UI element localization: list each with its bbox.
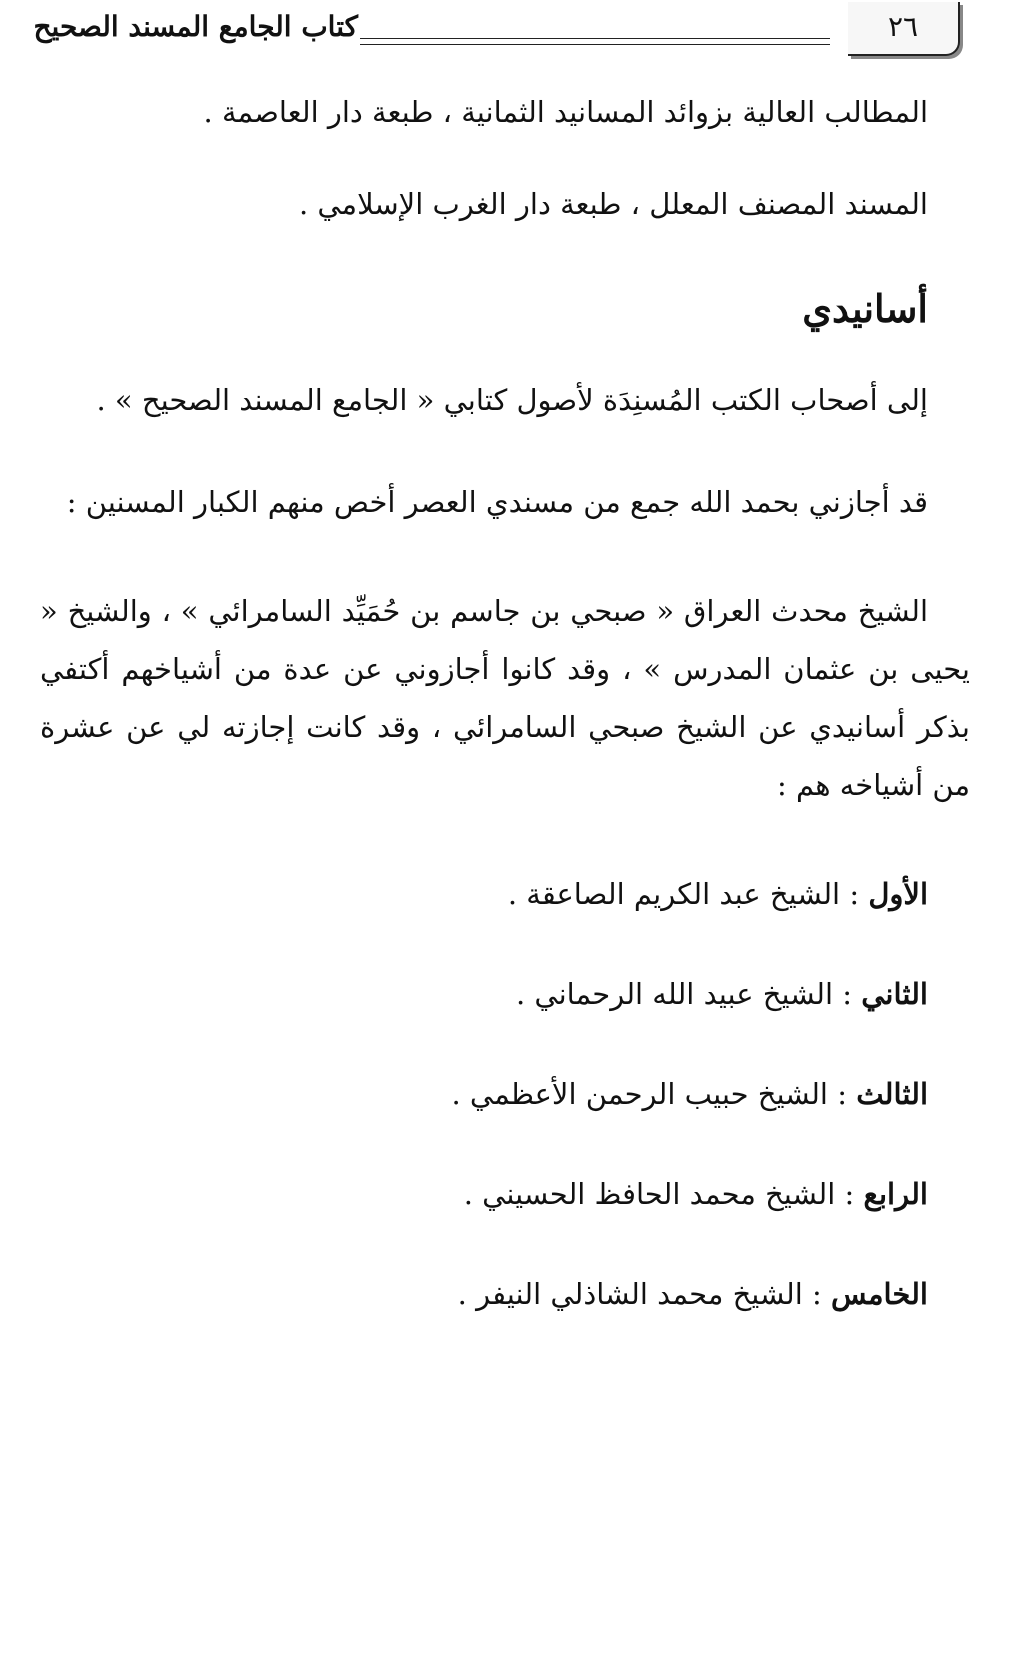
teacher-ordinal: الخامس: [831, 1277, 928, 1311]
header-rule: [360, 38, 830, 39]
teacher-entry: [40, 872, 970, 916]
teacher-ordinal: الثالث: [856, 1077, 928, 1111]
reference-line: المسند المصنف المعلل ، طبعة دار الغرب الإسلامي .: [298, 187, 928, 221]
section-heading: أسانيدي: [802, 286, 928, 331]
permission-statement: قد أجازني بحمد الله جمع من مسندي العصر أخص منهم الكبار المسنين :: [66, 485, 928, 519]
teacher-entry: [40, 972, 970, 1016]
reference-line: المطالب العالية بزوائد المسانيد الثمانية ، طبعة دار العاصمة .: [203, 95, 928, 129]
teacher-entry: [40, 1172, 970, 1216]
teacher-ordinal: الثاني: [861, 977, 928, 1011]
page-number: ٢٦: [848, 2, 960, 56]
chains-paragraph: الشيخ محدث العراق « صبحي بن جاسم بن حُمَيِّد السامرائي » ، والشيخ « يحيى بن عثمان المدرس » ، وقد كانوا أجازوني عن عدة من أشياخهم أكتفي بذكر أسانيدي عن الشيخ صبحي السامرائي ، وقد كانت إجازته لي عن عشرة من أشياخه هم :: [40, 594, 970, 802]
teacher-name: : الشيخ محمد الشاذلي النيفر .: [457, 1277, 832, 1311]
page-header: [0, 0, 1010, 70]
header-rule-secondary: [360, 44, 830, 45]
teacher-name: : الشيخ حبيب الرحمن الأعظمي .: [451, 1077, 857, 1111]
teacher-ordinal: الأول: [868, 877, 928, 911]
teacher-name: : الشيخ محمد الحافظ الحسيني .: [463, 1177, 864, 1211]
section-intro: إلى أصحاب الكتب المُسنِدَة لأصول كتابي « الجامع المسند الصحيح » .: [96, 383, 928, 417]
teacher-entry: [40, 1072, 970, 1116]
teacher-name: : الشيخ عبيد الله الرحماني .: [515, 977, 862, 1011]
teacher-ordinal: الرابع: [863, 1177, 928, 1211]
teacher-entry: [40, 1272, 970, 1316]
teacher-name: : الشيخ عبد الكريم الصاعقة .: [507, 877, 869, 911]
page-content: [40, 90, 970, 1372]
running-title: كتاب الجامع المسند الصحيح: [33, 10, 358, 43]
